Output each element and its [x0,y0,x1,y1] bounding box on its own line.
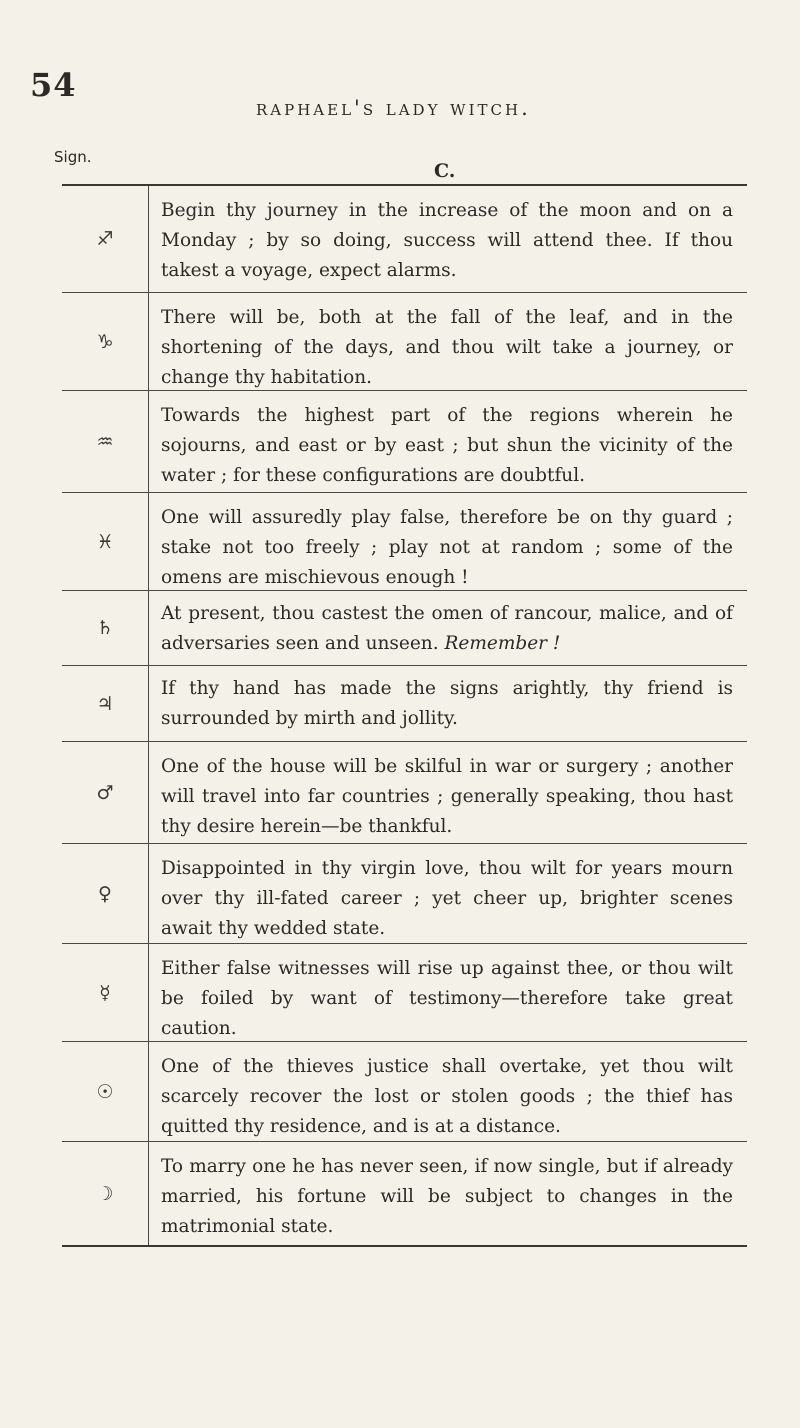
omen-text: Towards the highest part of the regions wherein he sojourns, and east or by east ; but shun the vicinity of the water ; for these configurations are doubtful. [161,405,733,486]
sign-column-label: Sign. [54,148,92,166]
omen-text: To marry one he has never seen, if now single, but if already married, his fortune will be subject to changes in the matrimonial state. [161,1156,733,1237]
moon-icon: ☽ [62,1142,149,1245]
omen-text: There will be, both at the fall of the leaf, and in the shortening of the days, and thou wilt take a journey, or change thy habitation. [161,307,733,388]
omen-text: Either false witnesses will rise up against thee, or thou wilt be foiled by want of testimony—therefore take great caution. [161,958,733,1039]
table-row [62,293,747,391]
remember-emphasis: Remember ! [444,633,561,654]
running-head: raphael's lady witch. [256,96,531,120]
table-row [62,742,747,844]
table-heading: C. [434,160,456,182]
venus-icon: ♀ [62,844,149,943]
omen-table [62,184,747,1247]
aquarius-icon: ♒ [62,391,149,492]
omen-text: Begin thy journey in the increase of the moon and on a Monday ; by so doing, success will attend thee. If thou takest a voyage, expect alarms. [161,200,733,281]
table-row [62,493,747,591]
omen-text: If thy hand has made the signs arightly, thy friend is surrounded by mirth and jollity. [161,678,733,729]
table-row [62,1142,747,1245]
table-row [62,591,747,666]
table-row [62,391,747,493]
omen-text-body: At present, thou castest the omen of rancour, malice, and of adversaries seen and unseen. [161,603,733,654]
omen-text: One will assuredly play false, therefore be on thy guard ; stake not too freely ; play not at random ; some of the omens are mischievous enough ! [161,507,733,588]
saturn-icon: ♄ [62,591,149,665]
table-row [62,186,747,293]
capricorn-icon: ♑ [62,293,149,390]
mercury-icon: ☿ [62,944,149,1041]
table-row [62,666,747,742]
table-row [62,944,747,1042]
omen-text [149,591,747,665]
sun-icon: ☉ [62,1042,149,1141]
page-number: 54 [30,66,77,104]
table-row [62,844,747,944]
omen-text: One of the house will be skilful in war or surgery ; another will travel into far countries ; generally speaking, thou hast thy desire herein—be thankful. [161,756,733,837]
mars-icon: ♂ [62,742,149,843]
table-row [62,1042,747,1142]
omen-text: One of the thieves justice shall overtake, yet thou wilt scarcely recover the lost or stolen goods ; the thief has quitted thy residence, and is at a distance. [161,1056,733,1137]
omen-text: Disappointed in thy virgin love, thou wilt for years mourn over thy ill-fated career ; yet cheer up, brighter scenes await thy wedded state. [161,858,733,939]
jupiter-icon: ♃ [62,666,149,741]
pisces-icon: ♓ [62,493,149,590]
sagittarius-icon: ♐ [62,186,149,292]
